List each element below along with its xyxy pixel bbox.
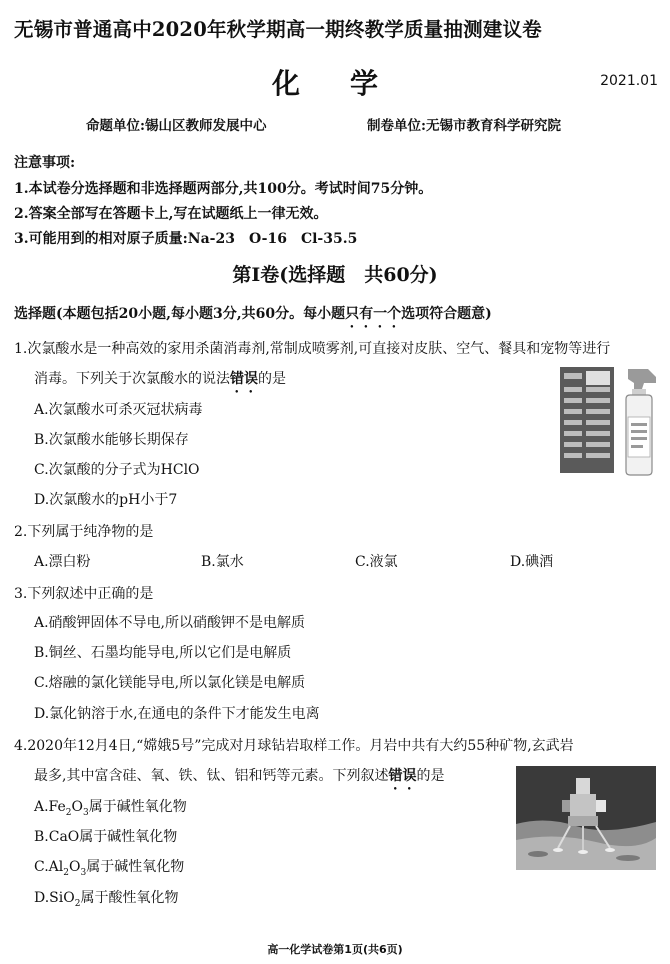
section-instruction: 选择题(本题包括20小题,每小题3分,共60分。每小题只有一个选项符合题意) [14, 306, 492, 322]
question-1-option-d: D.次氯酸水的pH小于7 [34, 492, 178, 508]
question-4-option-d: D.SiO$_2$属于酸性氧化物 [34, 890, 179, 909]
question-3-option-d: D.氯化钠溶于水,在通电的条件下才能发生电离 [34, 706, 320, 722]
question-3-option-c: C.熔融的氯化镁能导电,所以氯化镁是电解质 [34, 675, 306, 691]
notice-item: 1.本试卷分选择题和非选择题两部分,共100分。考试时间75分钟。 [14, 181, 433, 197]
question-2-option-b: B.氯水 [201, 554, 244, 570]
question-3-stem: 3.下列叙述中正确的是 [14, 586, 154, 602]
question-3-option-a: A.硝酸钾固体不导电,所以硝酸钾不是电解质 [34, 615, 306, 631]
question-1-option-a: A.次氯酸水可杀灭冠状病毒 [34, 402, 203, 418]
question-1-option-c: C.次氯酸的分子式为HClO [34, 462, 200, 478]
emphasis-text: 错误 [388, 768, 417, 784]
emphasis-text: 错误 [230, 371, 258, 387]
question-4-stem: 4.2020年12月4日,“嫦娥5号”完成对月球钻岩取样工作。月岩中共有大约55种矿物,玄武岩 [14, 738, 574, 754]
question-2-option-d: D.碘酒 [510, 554, 554, 570]
exam-title: 无锡市普通高中2020年秋学期高一期终教学质量抽测建议卷 [14, 18, 542, 41]
notice-item: 2.答案全部写在答题卡上,写在试题纸上一律无效。 [14, 206, 328, 222]
question-4-stem-cont: 最多,其中富含硅、氧、铁、钛、铝和钙等元素。下列叙述错误的是 [34, 768, 445, 784]
question-4-option-b: B.CaO属于碱性氧化物 [34, 829, 178, 845]
question-1-option-b: B.次氯酸水能够长期保存 [34, 432, 189, 448]
proposer-unit: 命题单位:锡山区教师发展中心 [86, 118, 267, 134]
page-footer: 高一化学试卷第1页(共6页) [267, 943, 403, 956]
lunar-lander-image [516, 766, 656, 870]
section-title: 第Ⅰ卷(选择题 共60分) [232, 264, 438, 286]
question-2-option-a: A.漂白粉 [34, 554, 91, 570]
disinfectant-spray-image [558, 365, 662, 477]
question-4-option-a: $A.Fe_2O_3$属于碱性氧化物 [34, 799, 187, 818]
question-3-option-b: B.铜丝、石墨均能导电,所以它们是电解质 [34, 645, 292, 661]
lunar-lander-illustration [516, 766, 656, 870]
question-1-stem: 1.次氯酸水是一种高效的家用杀菌消毒剂,常制成喷雾剂,可直接对皮肤、空气、餐具和宠物等进行 [14, 341, 611, 357]
question-2-option-c: C.液氯 [355, 554, 398, 570]
notice-item: 3.可能用到的相对原子质量:Na-23 O-16 Cl-35.5 [14, 231, 358, 247]
exam-date: 2021.01 [600, 73, 658, 89]
producer-unit: 制卷单位:无锡市教育科学研究院 [367, 118, 561, 134]
question-1-stem-cont: 消毒。下列关于次氯酸水的说法错误的是 [34, 371, 286, 387]
question-4-option-c: $C.Al_2O_3$属于碱性氧化物 [34, 859, 185, 878]
notice-title: 注意事项: [14, 155, 76, 171]
emphasis-text: 只有一个 [345, 306, 402, 322]
spray-bottle-illustration [558, 365, 662, 477]
subject-title: 化学 [272, 67, 429, 100]
question-2-stem: 2.下列属于纯净物的是 [14, 524, 154, 540]
